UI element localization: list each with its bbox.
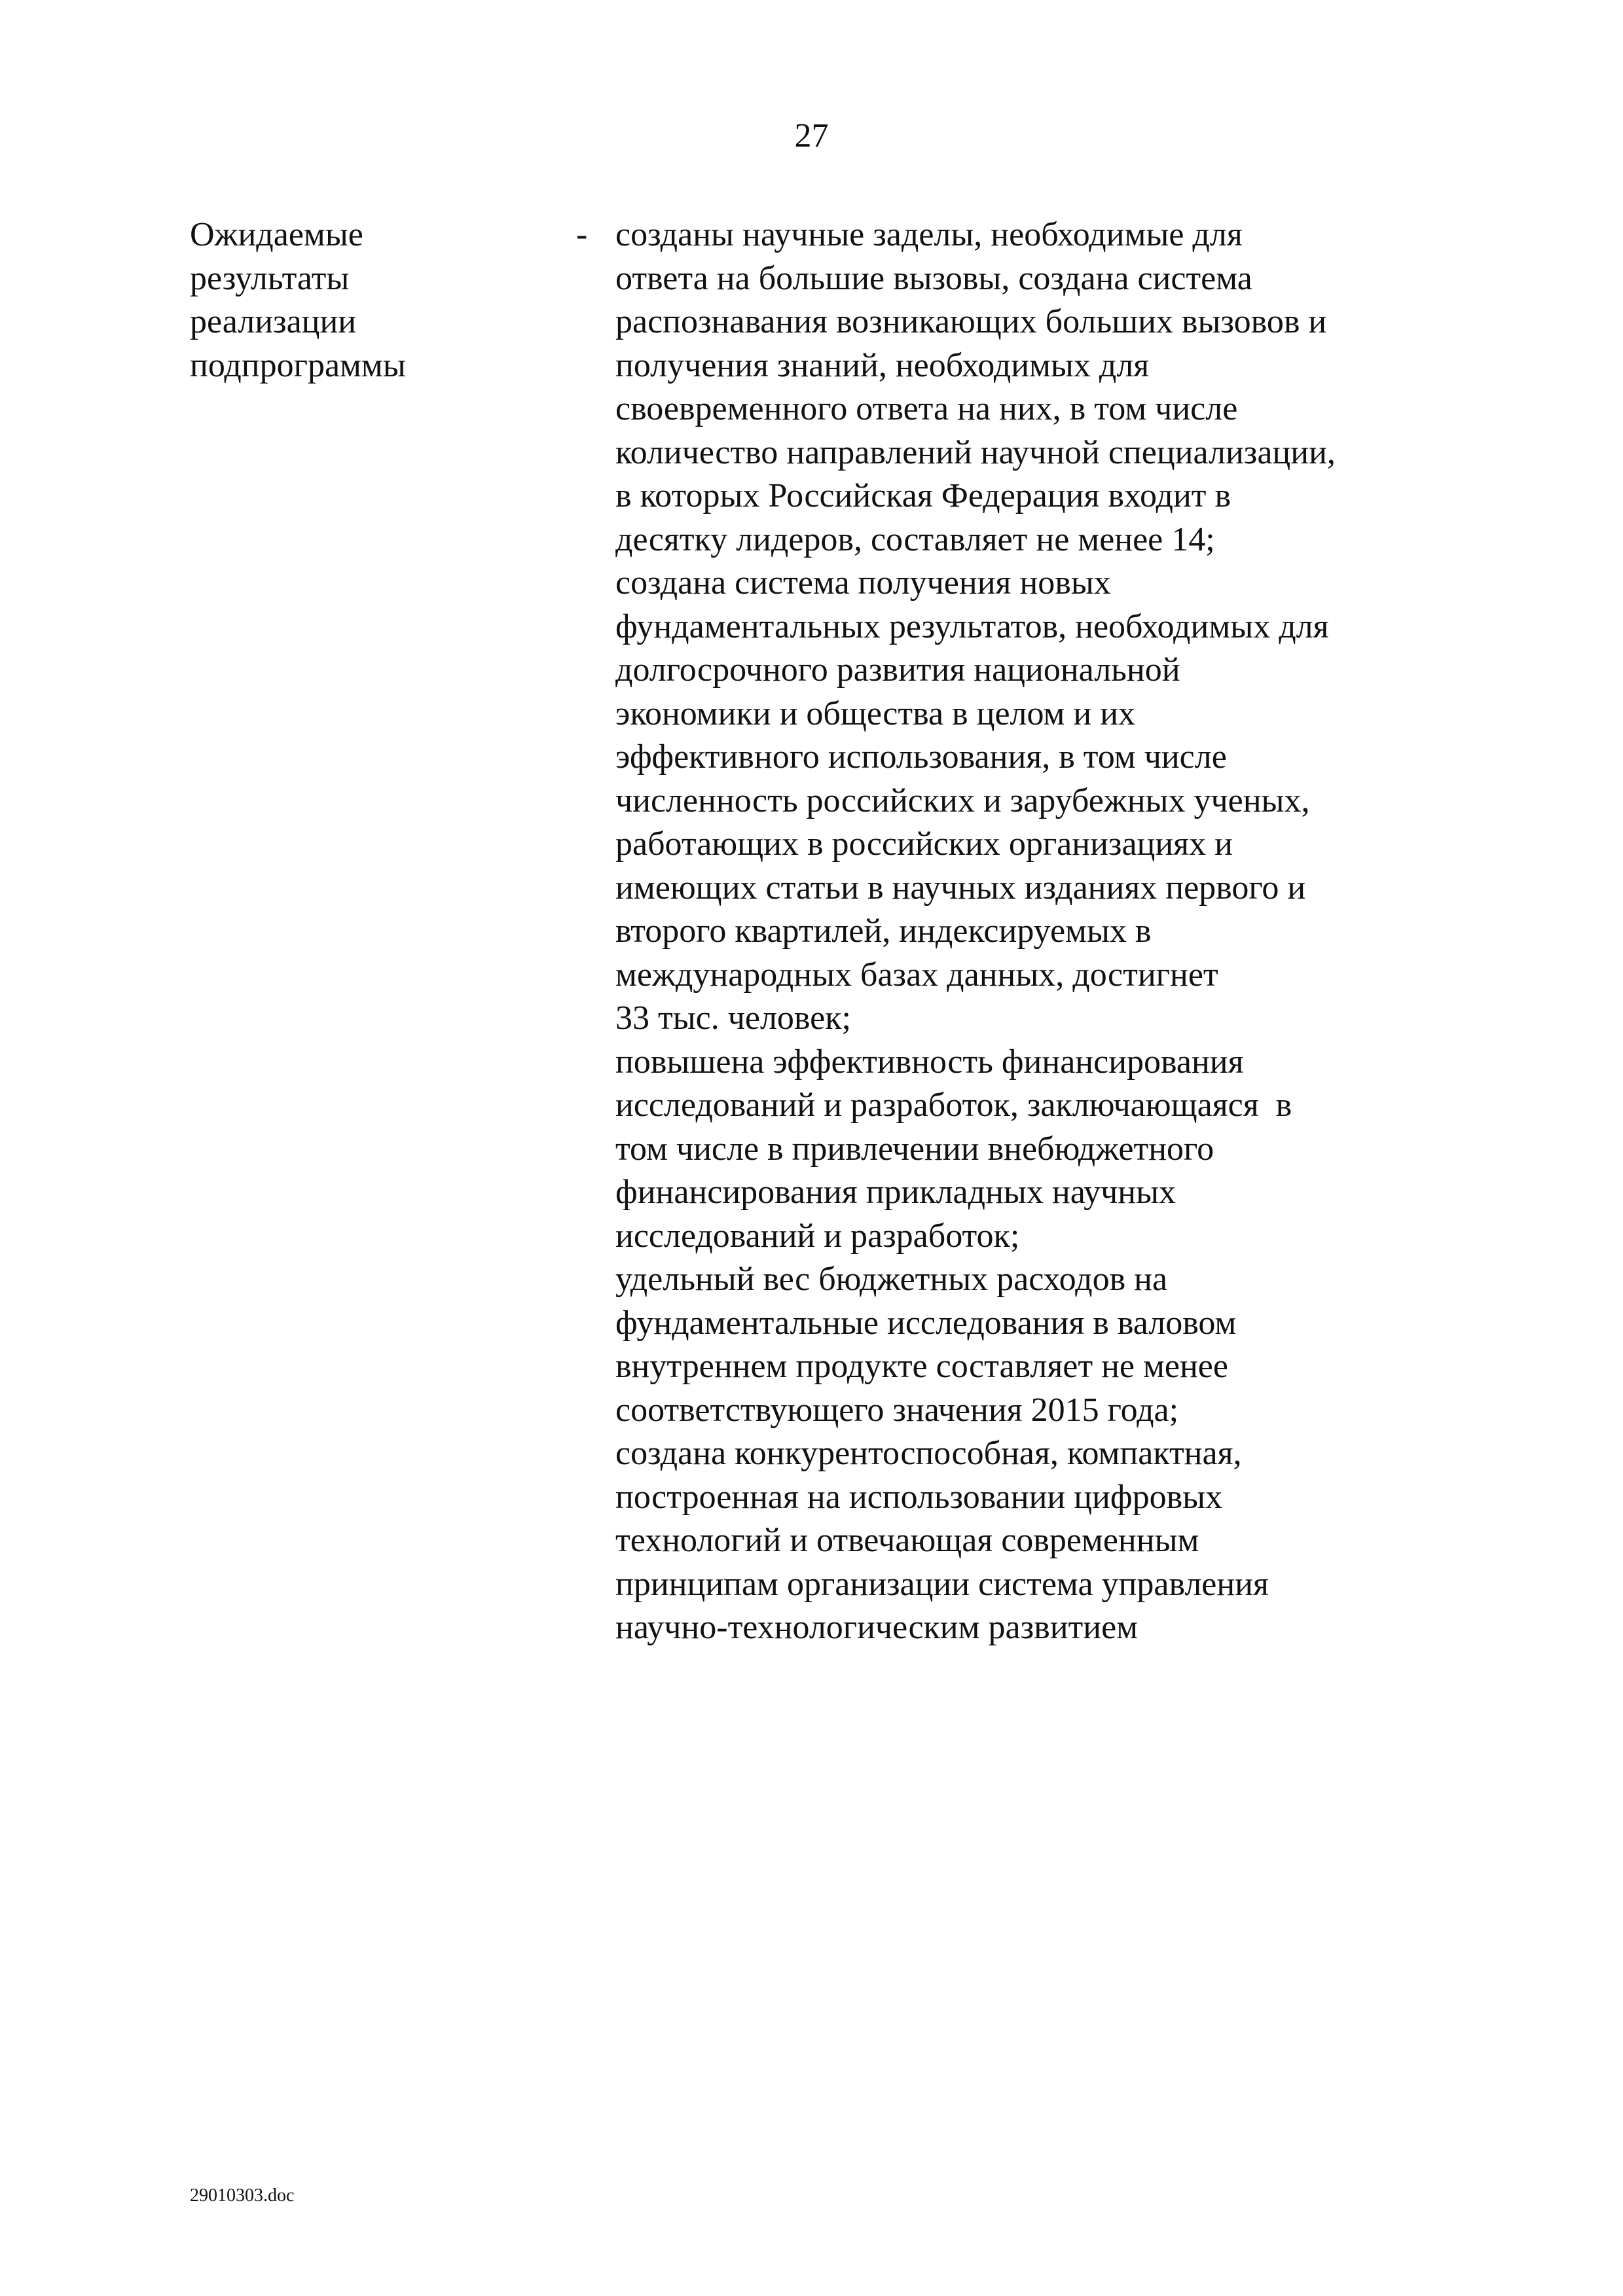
text-line: имеющих статьи в научных изданиях первого и [615, 869, 1306, 906]
text-line: фундаментальных результатов, необходимых для [615, 607, 1329, 645]
text-line: своевременного ответа на них, в том числе [615, 390, 1238, 427]
section-label-line: Ожидаемые [190, 216, 363, 253]
section-label [190, 213, 530, 387]
text-line: распознавания возникающих больших вызовов и [615, 303, 1327, 340]
text-line: фундаментальные исследования в валовом [615, 1304, 1237, 1342]
text-line: экономики и общества в целом и их [615, 694, 1136, 732]
text-line: научно-технологическим развитием [615, 1609, 1139, 1646]
text-line: 33 тыс. человек; [615, 999, 851, 1037]
text-line: международных базах данных, достигнет [615, 956, 1218, 994]
text-line: повышена эффективность финансирования [615, 1043, 1244, 1081]
text-line: десятку лидеров, составляет не менее 14; [615, 520, 1215, 558]
text-line: создана конкурентоспособная, компактная, [615, 1435, 1242, 1472]
text-line: построенная на использовании цифровых [615, 1478, 1223, 1516]
section-label-line: подпрограммы [190, 346, 406, 384]
text-line: финансирования прикладных научных [615, 1174, 1176, 1211]
text-line: исследований и разработок, заключающаяся в [615, 1086, 1292, 1124]
text-line: долгосрочного развития национальной [615, 651, 1180, 689]
text-line: удельный вес бюджетных расходов на [615, 1261, 1168, 1298]
text-line: создана система получения новых [615, 564, 1111, 601]
text-line: технологий и отвечающая современным [615, 1522, 1199, 1559]
text-line: том числе в привлечении внебюджетного [615, 1130, 1214, 1168]
text-line: получения знаний, необходимых для [615, 346, 1150, 384]
list-dash: - [576, 216, 588, 253]
text-line: ответа на большие вызовы, создана система [615, 259, 1252, 297]
text-line: эффективного использования, в том числе [615, 738, 1227, 776]
page-number: 27 [794, 117, 829, 154]
section-label-line: реализации [190, 303, 357, 340]
text-line: второго квартилей, индексируемых в [615, 912, 1152, 950]
text-line: соответствующего значения 2015 года; [615, 1391, 1179, 1429]
text-line: созданы научные заделы, необходимые для [615, 216, 1243, 253]
text-line: в которых Российская Федерация входит в [615, 477, 1231, 514]
text-line: внутреннем продукте составляет не менее [615, 1348, 1228, 1385]
text-line: количество направлений научной специализации, [615, 433, 1336, 471]
text-line: численность российских и зарубежных ученых, [615, 781, 1310, 819]
text-line: исследований и разработок; [615, 1217, 1020, 1255]
document-code: 29010303.doc [190, 2185, 295, 2206]
section-label-line: результаты [190, 259, 350, 297]
text-line: принципам организации система управления [615, 1565, 1269, 1603]
results-text [615, 213, 1486, 1650]
text-line: работающих в российских организациях и [615, 825, 1233, 863]
